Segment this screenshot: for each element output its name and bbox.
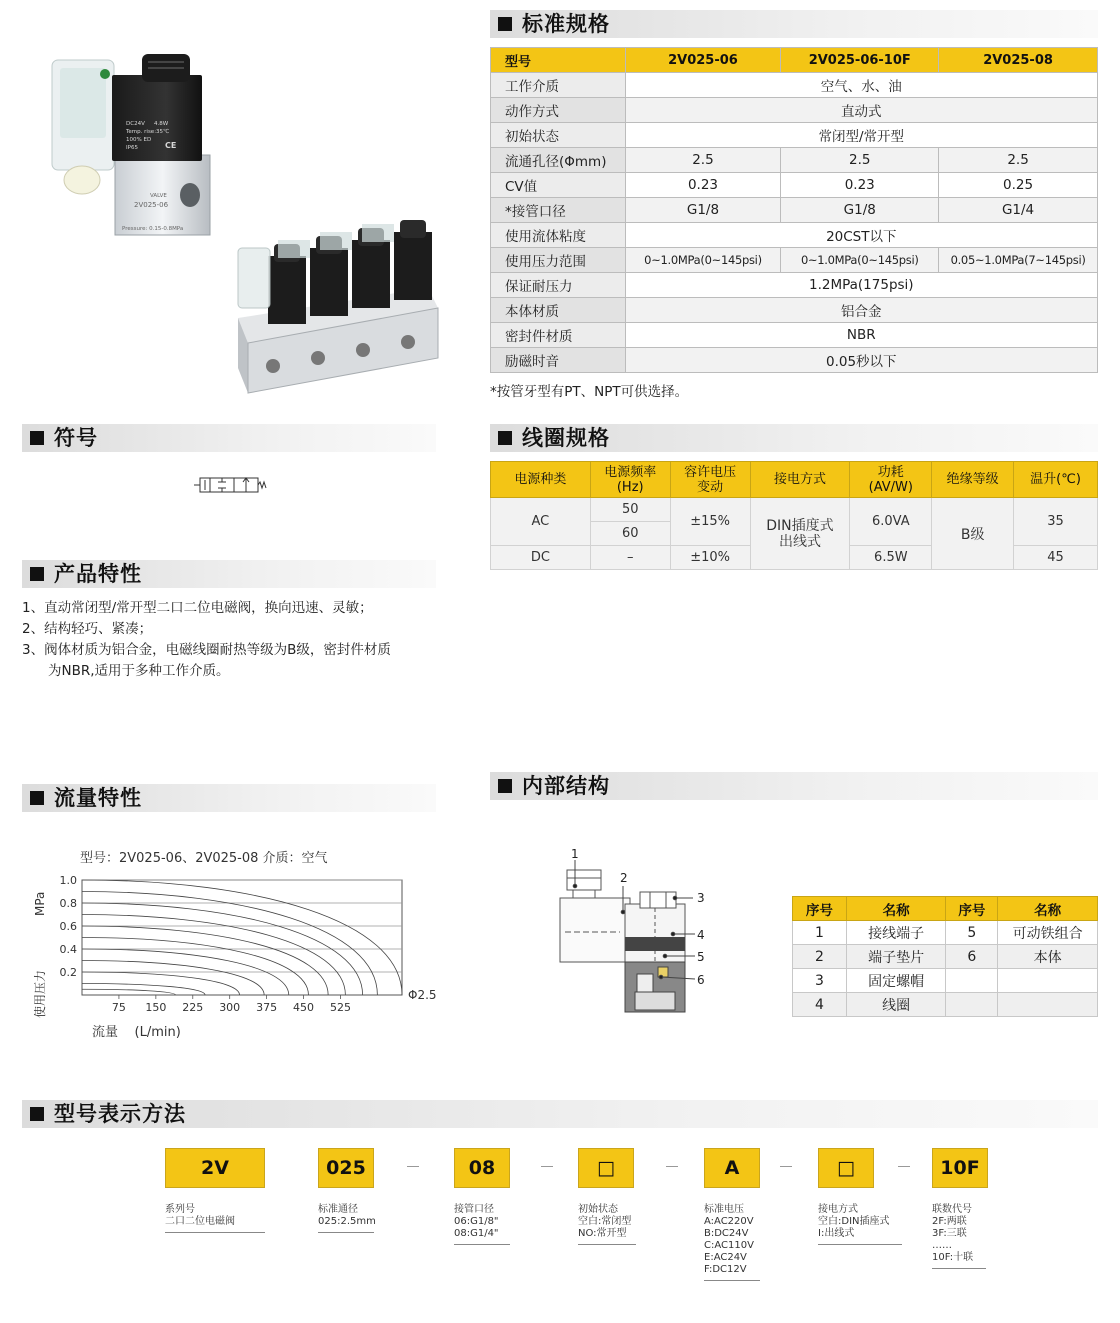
feature-item: 3、阀体材质为铝合金，电磁线圈耐热等级为B级，密封件材质 — [22, 642, 391, 658]
parts-row — [793, 945, 1098, 969]
spec-value: 直动式 — [625, 98, 1097, 123]
section-header-model-code — [22, 1100, 1098, 1128]
part-name: 接线端子 — [846, 921, 946, 945]
spec-value: 0.23 — [781, 173, 939, 198]
spec-value: 空气、水、油 — [625, 73, 1097, 98]
callout-5: 5 — [697, 950, 705, 964]
spec-value: 2.5 — [939, 148, 1098, 173]
spec-label: 励磁时音 — [491, 348, 626, 373]
coil-label-ed: 100% ED — [126, 137, 152, 143]
desc-line: …… — [932, 1240, 952, 1251]
section-header-standard-spec — [490, 10, 1098, 38]
model-desc-series — [165, 1204, 265, 1233]
coil-power: 6.5W — [850, 546, 932, 570]
section-title: 符号 — [54, 426, 98, 450]
part-no: 1 — [793, 921, 847, 945]
coil-header: 功耗 (AV/W) — [850, 462, 932, 498]
spec-label: 使用压力范围 — [491, 248, 626, 273]
spec-value: 0~1.0MPa(0~145psi) — [625, 248, 781, 273]
spec-footnote: *按管牙型有PT、NPT可供选择。 — [490, 384, 689, 400]
coil-connection: DIN插度式 出线式 — [750, 498, 850, 570]
spec-label: 本体材质 — [491, 298, 626, 323]
chart-y-tick-label: 1.0 — [59, 874, 77, 887]
valve-symbol-icon — [192, 474, 268, 496]
chart-y-tick-label: 0.4 — [59, 943, 77, 956]
model-desc-voltage — [704, 1204, 760, 1281]
coil-spec-table — [490, 461, 1098, 570]
spec-label: CV值 — [491, 173, 626, 198]
desc-line: 2F:两联 — [932, 1216, 967, 1227]
part-name — [998, 993, 1098, 1017]
chart-x-tick-label: 525 — [329, 1001, 351, 1014]
desc-line: 025:2.5mm — [318, 1216, 376, 1227]
flow-curve — [82, 880, 402, 995]
desc-line: 标准通径 — [318, 1204, 358, 1215]
desc-line: B:DC24V — [704, 1228, 749, 1239]
coil-header: 绝缘等级 — [932, 462, 1014, 498]
parts-row — [793, 921, 1098, 945]
model-code-units: 10F — [932, 1148, 988, 1188]
desc-line: 初始状态 — [578, 1204, 618, 1215]
part-no: 6 — [946, 945, 998, 969]
desc-line: 3F:三联 — [932, 1228, 967, 1239]
chart-x-label: 流量 (L/min) — [92, 1025, 181, 1040]
desc-line: 标准电压 — [704, 1204, 744, 1215]
part-name — [998, 969, 1098, 993]
feature-item: 1、直动常闭型/常开型二口二位电磁阀，换向迅速、灵敏； — [22, 600, 373, 616]
flow-curve — [82, 938, 308, 996]
callout-1: 1 — [571, 847, 579, 861]
spec-value: G1/8 — [625, 198, 781, 223]
callout-2: 2 — [620, 871, 628, 885]
parts-header: 序号 — [793, 897, 847, 921]
spec-value: NBR — [625, 323, 1097, 348]
spec-value: 0.05~1.0MPa(7~145psi) — [939, 248, 1098, 273]
chart-y-tick-label: 0.6 — [59, 920, 77, 933]
desc-line: F:DC12V — [704, 1264, 747, 1275]
section-square-icon — [30, 431, 44, 445]
coil-frequency: 50 — [590, 498, 670, 522]
section-title: 线圈规格 — [522, 426, 610, 450]
desc-line: 接电方式 — [818, 1204, 858, 1215]
product-photo-single-valve — [30, 40, 230, 255]
parts-row — [793, 993, 1098, 1017]
model-code-initial-state: □ — [578, 1148, 634, 1188]
spec-value: 2.5 — [625, 148, 781, 173]
callout-4: 4 — [697, 928, 705, 942]
spec-row — [491, 248, 1098, 273]
section-header-symbol — [22, 424, 436, 452]
spec-row — [491, 323, 1098, 348]
coil-header: 接电方式 — [750, 462, 850, 498]
parts-table — [792, 896, 1098, 1017]
coil-temp-rise: 45 — [1014, 546, 1098, 570]
model-desc-units — [932, 1204, 986, 1269]
flow-curve — [82, 926, 328, 995]
coil-frequency: – — [590, 546, 670, 570]
section-square-icon — [498, 17, 512, 31]
section-header-internal — [490, 772, 1098, 800]
spec-row — [491, 223, 1098, 248]
model-code-dash — [898, 1166, 910, 1167]
callout-6: 6 — [697, 973, 705, 987]
chart-title: 型号：2V025-06、2V025-08 介质：空气 — [80, 851, 328, 866]
spec-value: 0.05秒以下 — [625, 348, 1097, 373]
part-no: 2 — [793, 945, 847, 969]
parts-header: 序号 — [946, 897, 998, 921]
spec-row — [491, 123, 1098, 148]
model-code-bore: 025 — [318, 1148, 374, 1188]
section-header-features — [22, 560, 436, 588]
desc-line: 二口二位电磁阀 — [165, 1216, 235, 1227]
chart-x-tick-label: 225 — [182, 1001, 204, 1014]
spec-header-label: 型号 — [491, 48, 626, 73]
section-header-flow — [22, 784, 436, 812]
model-desc-bore — [318, 1204, 374, 1233]
chart-x-tick-label: 300 — [219, 1001, 241, 1014]
coil-header: 电源种类 — [491, 462, 591, 498]
flow-curve — [82, 989, 176, 995]
coil-label-temp: Temp. rise:35℃ — [126, 129, 170, 135]
desc-line: 系列号 — [165, 1204, 195, 1215]
part-name: 可动铁组合 — [998, 921, 1098, 945]
model-code-dash — [780, 1166, 792, 1167]
section-title: 内部结构 — [522, 774, 610, 798]
chart-x-tick-label: 450 — [293, 1001, 315, 1014]
model-code-dash — [541, 1166, 553, 1167]
spec-value: 20CST以下 — [625, 223, 1097, 248]
desc-line: E:AC24V — [704, 1252, 747, 1263]
spec-header-model: 2V025-06 — [625, 48, 781, 73]
spec-row — [491, 348, 1098, 373]
model-code-voltage: A — [704, 1148, 760, 1188]
spec-value: 0.25 — [939, 173, 1098, 198]
part-name: 线圈 — [846, 993, 946, 1017]
spec-header-model: 2V025-08 — [939, 48, 1098, 73]
standard-spec-table — [490, 47, 1098, 373]
section-square-icon — [30, 567, 44, 581]
desc-line: 联数代号 — [932, 1204, 972, 1215]
coil-label-power: 4.8W — [154, 121, 169, 127]
section-title: 流量特性 — [54, 786, 142, 810]
spec-row — [491, 198, 1098, 223]
desc-line: NO:常开型 — [578, 1228, 627, 1239]
section-header-coil-spec — [490, 424, 1098, 452]
spec-label: 工作介质 — [491, 73, 626, 98]
chart-x-tick-label: 75 — [111, 1001, 126, 1014]
section-square-icon — [498, 431, 512, 445]
chart-x-tick-label: 375 — [256, 1001, 278, 1014]
part-no — [946, 969, 998, 993]
spec-value: 铝合金 — [625, 298, 1097, 323]
coil-label-voltage: DC24V — [126, 121, 145, 127]
spec-label: *接管口径 — [491, 198, 626, 223]
part-name: 端子垫片 — [846, 945, 946, 969]
model-code-connection: □ — [818, 1148, 874, 1188]
spec-value: 常闭型/常开型 — [625, 123, 1097, 148]
model-desc-initial-state — [578, 1204, 636, 1245]
spec-label: 密封件材质 — [491, 323, 626, 348]
parts-header: 名称 — [998, 897, 1098, 921]
part-name: 本体 — [998, 945, 1098, 969]
chart-y-tick-label: 0.2 — [59, 966, 77, 979]
flow-chart — [22, 840, 452, 1045]
chart-series-label: Φ2.5 — [408, 988, 437, 1002]
spec-label: 保证耐压力 — [491, 273, 626, 298]
desc-line: 08:G1/4" — [454, 1228, 499, 1239]
spec-row — [491, 298, 1098, 323]
coil-power: 6.0VA — [850, 498, 932, 546]
model-code-dash — [666, 1166, 678, 1167]
parts-row — [793, 969, 1098, 993]
body-label-valve: VALVE — [150, 193, 167, 199]
coil-frequency: 60 — [590, 522, 670, 546]
coil-header: 电源频率 (Hz) — [590, 462, 670, 498]
spec-label: 动作方式 — [491, 98, 626, 123]
chart-y-tick-label: 0.8 — [59, 897, 77, 910]
chart-frame — [82, 880, 402, 995]
coil-insulation: B级 — [932, 498, 1014, 570]
spec-value: 0.23 — [625, 173, 781, 198]
body-label-model: 2V025-06 — [134, 201, 169, 209]
desc-line: I:出线式 — [818, 1228, 855, 1239]
ce-mark: CE — [165, 141, 177, 150]
flow-curve — [82, 892, 377, 996]
model-code-dash — [407, 1166, 419, 1167]
feature-item-continuation: 为NBR,适用于多种工作介质。 — [48, 663, 230, 679]
chart-y-label: 使用压力 — [33, 969, 47, 1018]
part-no: 4 — [793, 993, 847, 1017]
spec-header-model: 2V025-06-10F — [781, 48, 939, 73]
spec-row — [491, 273, 1098, 298]
coil-label-ip: IP65 — [126, 145, 138, 151]
spec-value: 1.2MPa(175psi) — [625, 273, 1097, 298]
coil-header: 容许电压 变动 — [670, 462, 750, 498]
part-name: 固定螺帽 — [846, 969, 946, 993]
part-no: 5 — [946, 921, 998, 945]
coil-header: 温升(℃) — [1014, 462, 1098, 498]
spec-row — [491, 98, 1098, 123]
section-title: 标准规格 — [522, 12, 610, 36]
section-square-icon — [30, 1107, 44, 1121]
spec-value: 2.5 — [781, 148, 939, 173]
desc-line: 空白:DIN插座式 — [818, 1216, 890, 1227]
spec-row — [491, 73, 1098, 98]
parts-header: 名称 — [846, 897, 946, 921]
section-square-icon — [498, 779, 512, 793]
model-desc-port — [454, 1204, 510, 1245]
desc-line: 空白:常闭型 — [578, 1216, 632, 1227]
feature-item: 2、结构轻巧、紧凑； — [22, 621, 153, 637]
feature-list — [22, 598, 391, 682]
spec-label: 初始状态 — [491, 123, 626, 148]
internal-structure-diagram — [555, 842, 720, 1017]
section-title: 型号表示方法 — [54, 1102, 186, 1126]
model-code-port: 08 — [454, 1148, 510, 1188]
callout-3: 3 — [697, 891, 705, 905]
spec-value: G1/8 — [781, 198, 939, 223]
spec-row — [491, 173, 1098, 198]
section-title: 产品特性 — [54, 562, 142, 586]
spec-label: 流通孔径(Φmm) — [491, 148, 626, 173]
part-no: 3 — [793, 969, 847, 993]
coil-power-type: DC — [491, 546, 591, 570]
spec-label: 使用流体粘度 — [491, 223, 626, 248]
desc-line: 10F:十联 — [932, 1252, 974, 1263]
spec-value: 0~1.0MPa(0~145psi) — [781, 248, 939, 273]
chart-y-unit: MPa — [33, 891, 47, 916]
spec-row — [491, 148, 1098, 173]
coil-tolerance: ±15% — [670, 498, 750, 546]
coil-tolerance: ±10% — [670, 546, 750, 570]
part-no — [946, 993, 998, 1017]
coil-temp-rise: 35 — [1014, 498, 1098, 546]
product-photo-manifold — [228, 218, 443, 398]
desc-line: 06:G1/8" — [454, 1216, 499, 1227]
chart-x-tick-label: 150 — [145, 1001, 167, 1014]
desc-line: 接管口径 — [454, 1204, 494, 1215]
desc-line: A:AC220V — [704, 1216, 754, 1227]
model-desc-connection — [818, 1204, 902, 1245]
desc-line: C:AC110V — [704, 1240, 754, 1251]
body-label-pressure: Pressure: 0.15-0.8MPa — [122, 226, 184, 232]
coil-power-type: AC — [491, 498, 591, 546]
section-square-icon — [30, 791, 44, 805]
model-code-series: 2V — [165, 1148, 265, 1188]
spec-value: G1/4 — [939, 198, 1098, 223]
